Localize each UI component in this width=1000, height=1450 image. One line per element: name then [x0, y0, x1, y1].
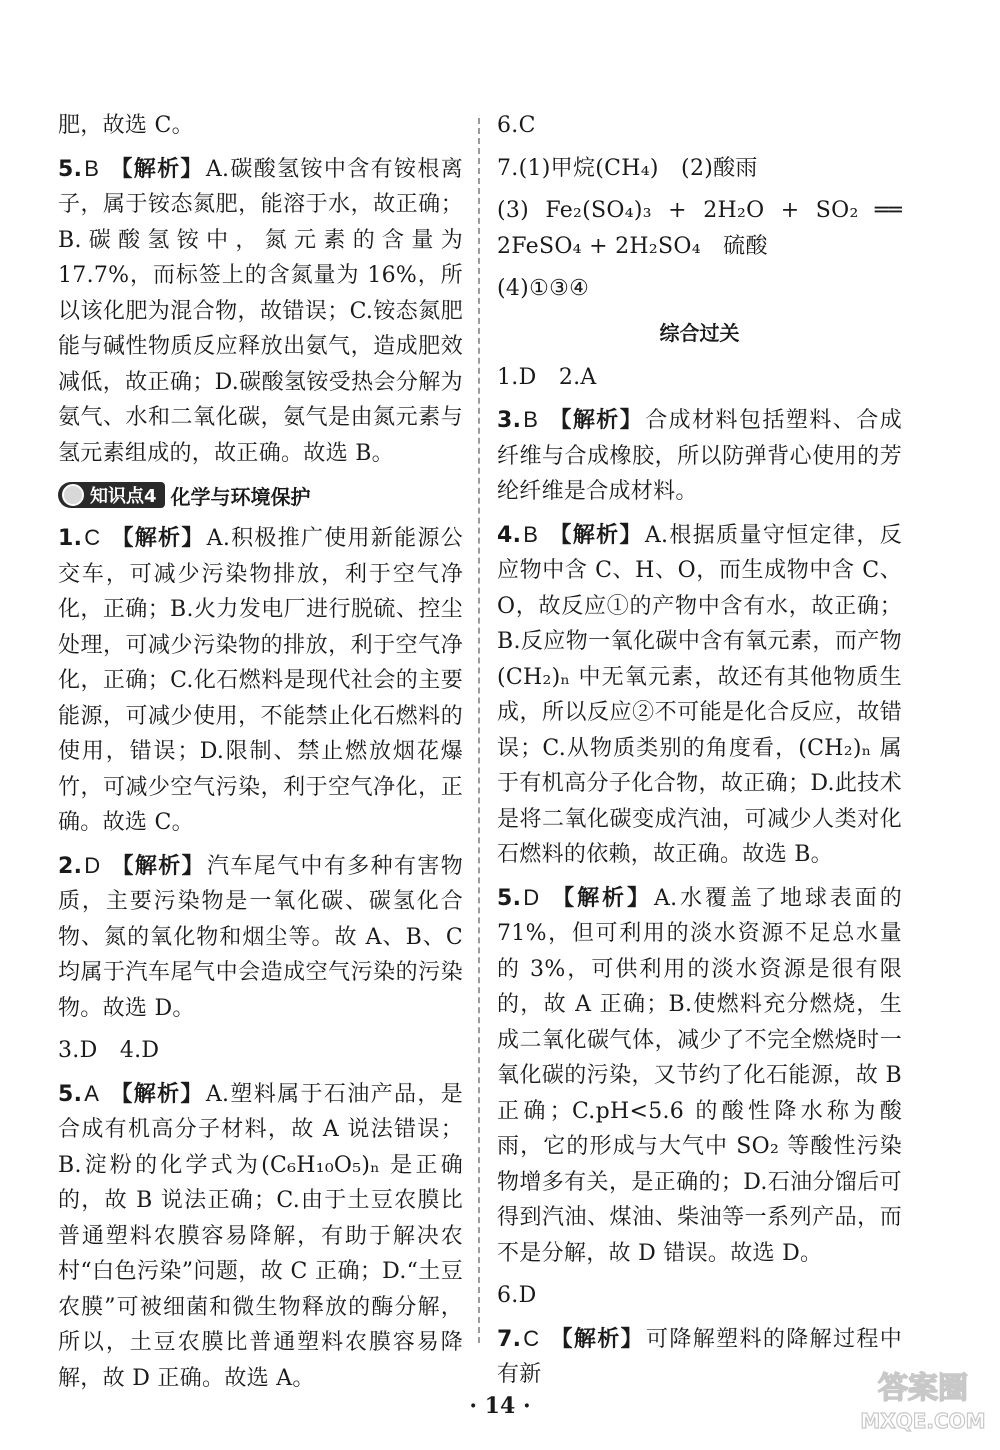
answer-line: (4)①③④ [497, 276, 590, 301]
item-number: 2. [58, 853, 83, 879]
item-answer: B [84, 155, 100, 181]
analysis-text: A.碳酸氢铵中含有铵根离子，属于铵态氮肥，能溶于水，故正确；B.碳酸氢铵中，氮元素的含量为 17.7%，而标签上的含氮量为 16%，所以该化肥为混合物，故错误；C.铵态氮肥能与碱性物质反应释放出氨气，造成肥效减低，故正确；D.碳酸氢铵受热会分解为氨气、水和二氧化碳，氨气是由氮元素与氢元素组成的，故正确。故选 B。 [58, 156, 464, 466]
item-number: 7. [497, 1326, 522, 1352]
analysis-text: 汽车尾气中有多种有害物质，主要污染物是一氧化碳、碳氢化合物、氮的氧化物和烟尘等。故 A、B、C 均属于汽车尾气中会造成空气污染的污染物。故选 D。 [58, 853, 463, 1021]
knowledge-point-header [58, 478, 463, 512]
item-number: 4. [497, 522, 522, 548]
answer-item [58, 151, 463, 472]
answer-item [497, 517, 902, 873]
item-number: 5. [58, 1081, 83, 1107]
watermark-line2: MXQE.COM [860, 1409, 986, 1433]
answer-item [497, 880, 902, 1272]
item-answer: A [84, 1080, 100, 1106]
column-divider [478, 118, 480, 1343]
analysis-tag: 【解析】 [109, 156, 204, 182]
analysis-text: 合成材料包括塑料、合成纤维与合成橡胶，所以防弹背心使用的芳纶纤维是合成材料。 [497, 408, 902, 504]
item-answer: B [523, 521, 539, 547]
item-number: 5. [497, 885, 522, 911]
analysis-tag: 【解析】 [109, 1081, 204, 1107]
continued-text: 肥，故选 C。 [58, 113, 194, 138]
answer-item [497, 402, 902, 510]
analysis-text: 可降解塑料的降解过程中有新 [497, 1326, 902, 1387]
analysis-text: A.根据质量守恒定律，反应物中含 C、H、O，而生成物中含 C、O，故反应①的产物中含有水，故正确；B.反应物一氧化碳中含有氧元素，而产物(CH₂)ₙ 中无氧元素，故还有其他物质生成，所以反应②不可能是化合反应，故错误；C.从物质类别的角度看，(CH₂)ₙ 属于有机高分子化合物，故正确；D.此技术是将二氧化碳变成汽油，可减少人类对化石燃料的依赖，故正确。故选 B。 [497, 522, 903, 867]
analysis-text: A.积极推广使用新能源公交车，可减少污染物排放，利于空气净化，正确；B.火力发电厂进行脱硫、控尘处理，可减少污染物的排放，利于空气净化，正确；C.化石燃料是现代社会的主要能源，可减少使用，不能禁止化石燃料的使用，错误；D.限制、禁止燃放烟花爆竹，可减少空气污染，利于空气净化，正确。故选 C。 [58, 526, 464, 835]
answer-item [58, 520, 463, 841]
left-column [58, 108, 463, 1403]
item-answer: C [84, 525, 101, 550]
analysis-tag: 【解析】 [549, 1326, 645, 1352]
item-number: 3. [497, 408, 522, 433]
answer-line: 3.D 4.D [58, 1038, 160, 1063]
knowledge-point-number: 知识点4 [90, 486, 157, 507]
analysis-tag: 【解析】 [548, 408, 644, 433]
item-answer: D [84, 852, 101, 878]
watermark-logo [858, 1362, 988, 1440]
item-number: 5. [58, 156, 83, 182]
watermark-line1: 答案圈 [878, 1371, 968, 1406]
answer-item [497, 1321, 902, 1393]
analysis-text: A.水覆盖了地球表面的 71%，但可利用的淡水资源不足总水量的 3%，可供利用的淡水资源是很有限的，故 A 正确；B.使燃料充分燃烧，生成二氧化碳气体，减少了不完全燃烧时一氧化碳的污染，又节约了化石能源，故 B 正确；C.pH<5.6 的酸性降水称为酸雨，它的形成与大气中 SO₂ 等酸性污染物增多有关，是正确的；D.石油分馏后可得到汽油、煤油、柴油等一系列产品，而不是分解，故 D 错误。故选 D。 [497, 885, 902, 1266]
right-column [497, 108, 902, 1400]
analysis-tag: 【解析】 [110, 853, 206, 879]
analysis-text: A.塑料属于石油产品，是合成有机高分子材料，故 A 说法错误；B.淀粉的化学式为(C₆H₁₀O₅)ₙ 是正确的，故 B 说法正确；C.由于土豆农膜比普通塑料农膜容易降解，有助于解决农村“白色污染”问题，故 C 正确；D.“土豆农膜”可被细菌和微生物释放的酶分解，所以，土豆农膜比普通塑料农膜容易降解，故 D 正确。故选 A。 [58, 1081, 464, 1391]
analysis-tag: 【解析】 [110, 526, 205, 551]
item-number: 1. [58, 526, 83, 551]
answer-item [58, 1076, 463, 1397]
answer-line: 7.(1)甲烷(CH₄) (2)酸雨 [497, 155, 758, 181]
answer-line: 6.C [497, 113, 536, 138]
knowledge-point-badge [58, 482, 165, 508]
item-answer: D [523, 884, 540, 910]
section-heading: 综合过关 [659, 320, 740, 345]
answer-line: 6.D [497, 1283, 537, 1308]
answer-line: (3) Fe₂(SO₄)₃ + 2H₂O + SO₂ ══ 2FeSO₄ + 2H₂SO₄ 硫酸 [497, 198, 902, 259]
answer-item [58, 848, 463, 1027]
item-answer: C [523, 1325, 540, 1351]
analysis-tag: 【解析】 [548, 522, 643, 548]
answer-line: 1.D 2.A [497, 364, 597, 390]
page-number: · 14 · [469, 1393, 531, 1419]
item-answer: B [523, 407, 539, 432]
badge-circle-icon [62, 484, 84, 506]
analysis-tag: 【解析】 [549, 885, 652, 911]
knowledge-point-title: 化学与环境保护 [170, 484, 311, 509]
